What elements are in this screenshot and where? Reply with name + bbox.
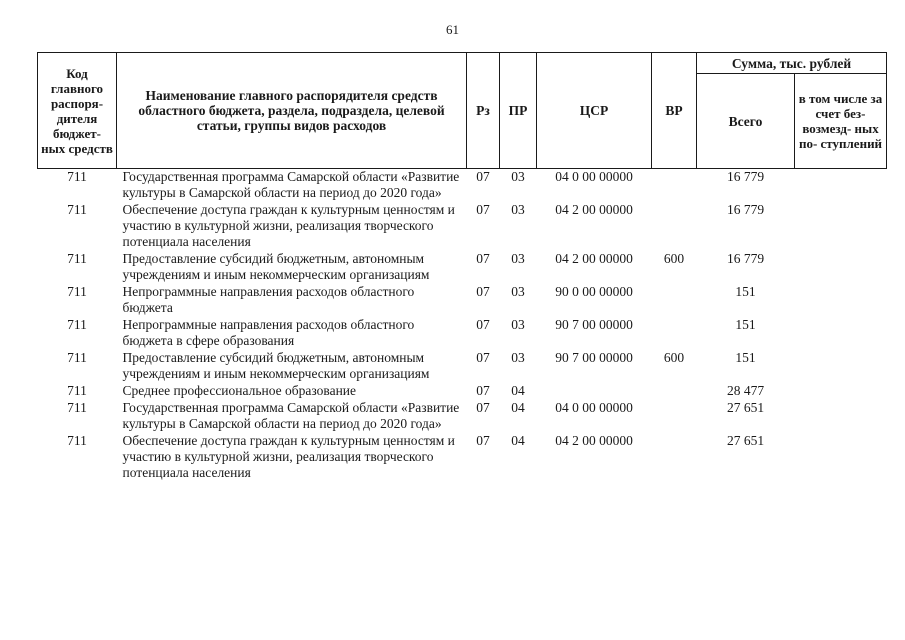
table-header: [38, 53, 887, 169]
cell-vr: [652, 317, 697, 350]
table-row: [38, 400, 887, 433]
cell-rz: 07: [476, 284, 490, 299]
cell-total: 151: [735, 350, 756, 365]
cell-name: Предоставление субсидий бюджетным, автономным учреждениям и иным некоммерческим организациям: [122, 251, 430, 282]
cell-rz: 07: [476, 350, 490, 365]
header-sum: Сумма, тыс. рублей: [697, 53, 887, 74]
cell-total: 16 779: [726, 251, 765, 266]
header-name: Наименование главного распорядителя средств областного бюджета, раздела, подраздела, целевой статьи, группы видов расходов: [117, 53, 467, 169]
table-body: [38, 169, 887, 483]
cell-pr: 04: [511, 383, 525, 398]
cell-pr: 03: [511, 202, 525, 217]
cell-pr: 04: [511, 400, 525, 415]
cell-csr: 04 2 00 00000: [555, 433, 633, 448]
cell-pr: 03: [511, 317, 525, 332]
cell-rz: 07: [476, 202, 490, 217]
cell-name: Непрограммные направления расходов областного бюджета: [122, 284, 415, 315]
table-row: [38, 251, 887, 284]
cell-name: Государственная программа Самарской области «Развитие культуры в Самарской области на период до 2020 года»: [122, 400, 460, 431]
cell-code: 711: [67, 284, 87, 299]
cell-code: 711: [67, 433, 87, 448]
cell-name: Предоставление субсидий бюджетным, автономным учреждениям и иным некоммерческим организациям: [122, 350, 430, 381]
cell-vr: [652, 284, 697, 317]
cell-csr: 04 2 00 00000: [555, 251, 633, 266]
table-row: [38, 202, 887, 251]
header-rz: Рз: [467, 53, 500, 169]
cell-pr: 03: [511, 169, 525, 184]
cell-total: 28 477: [726, 383, 765, 398]
cell-free: [795, 383, 887, 400]
cell-code: 711: [67, 169, 87, 184]
cell-free: [795, 317, 887, 350]
header-free: в том числе за счет без- возмезд- ных по- ступлений: [795, 74, 887, 169]
table-row: [38, 284, 887, 317]
cell-total: 151: [735, 284, 756, 299]
header-pr: ПР: [500, 53, 537, 169]
cell-vr: [652, 169, 697, 203]
cell-pr: 04: [511, 433, 525, 448]
cell-csr: [537, 383, 652, 400]
cell-vr: [652, 433, 697, 482]
cell-rz: 07: [476, 169, 490, 184]
cell-free: [795, 433, 887, 482]
cell-name: Среднее профессиональное образование: [122, 383, 357, 398]
cell-free: [795, 169, 887, 203]
cell-vr: 600: [663, 251, 685, 266]
page-number: 61: [446, 22, 459, 37]
cell-csr: 04 2 00 00000: [555, 202, 633, 217]
cell-free: [795, 400, 887, 433]
cell-rz: 07: [476, 400, 490, 415]
cell-csr: 90 7 00 00000: [555, 350, 633, 365]
cell-pr: 03: [511, 284, 525, 299]
cell-code: 711: [67, 350, 87, 365]
cell-csr: 04 0 00 00000: [555, 169, 633, 184]
cell-code: 711: [67, 202, 87, 217]
cell-name: Обеспечение доступа граждан к культурным ценностям и участию в культурной жизни, реализация творческого потенциала населения: [122, 202, 455, 249]
cell-total: 27 651: [726, 433, 765, 448]
header-code: Код главного распоря- дителя бюджет- ных средств: [38, 53, 117, 169]
cell-code: 711: [67, 400, 87, 415]
table-row: [38, 433, 887, 482]
cell-name: Обеспечение доступа граждан к культурным ценностям и участию в культурной жизни, реализация творческого потенциала населения: [122, 433, 455, 480]
cell-name: Государственная программа Самарской области «Развитие культуры в Самарской области на период до 2020 года»: [122, 169, 460, 200]
table-row: [38, 169, 887, 203]
header-csr: ЦСР: [537, 53, 652, 169]
cell-pr: 03: [511, 350, 525, 365]
cell-csr: 04 0 00 00000: [555, 400, 633, 415]
cell-csr: 90 7 00 00000: [555, 317, 633, 332]
cell-vr: [652, 383, 697, 400]
cell-free: [795, 202, 887, 251]
cell-free: [795, 251, 887, 284]
cell-vr: [652, 202, 697, 251]
cell-csr: 90 0 00 00000: [555, 284, 633, 299]
table-row: [38, 317, 887, 350]
header-vr: ВР: [652, 53, 697, 169]
table-row: [38, 350, 887, 383]
cell-total: 16 779: [726, 202, 765, 217]
cell-code: 711: [67, 317, 87, 332]
cell-pr: 03: [511, 251, 525, 266]
cell-total: 151: [735, 317, 756, 332]
budget-table: [37, 52, 887, 482]
table-row: [38, 383, 887, 400]
header-total: Всего: [697, 74, 795, 169]
cell-rz: 07: [476, 251, 490, 266]
cell-name: Непрограммные направления расходов областного бюджета в сфере образования: [122, 317, 415, 348]
cell-rz: 07: [476, 433, 490, 448]
cell-vr: 600: [663, 350, 685, 365]
cell-rz: 07: [476, 317, 490, 332]
cell-code: 711: [67, 251, 87, 266]
cell-total: 16 779: [726, 169, 765, 184]
cell-code: 711: [67, 383, 87, 398]
cell-vr: [652, 400, 697, 433]
cell-free: [795, 284, 887, 317]
cell-free: [795, 350, 887, 383]
cell-rz: 07: [476, 383, 490, 398]
cell-total: 27 651: [726, 400, 765, 415]
